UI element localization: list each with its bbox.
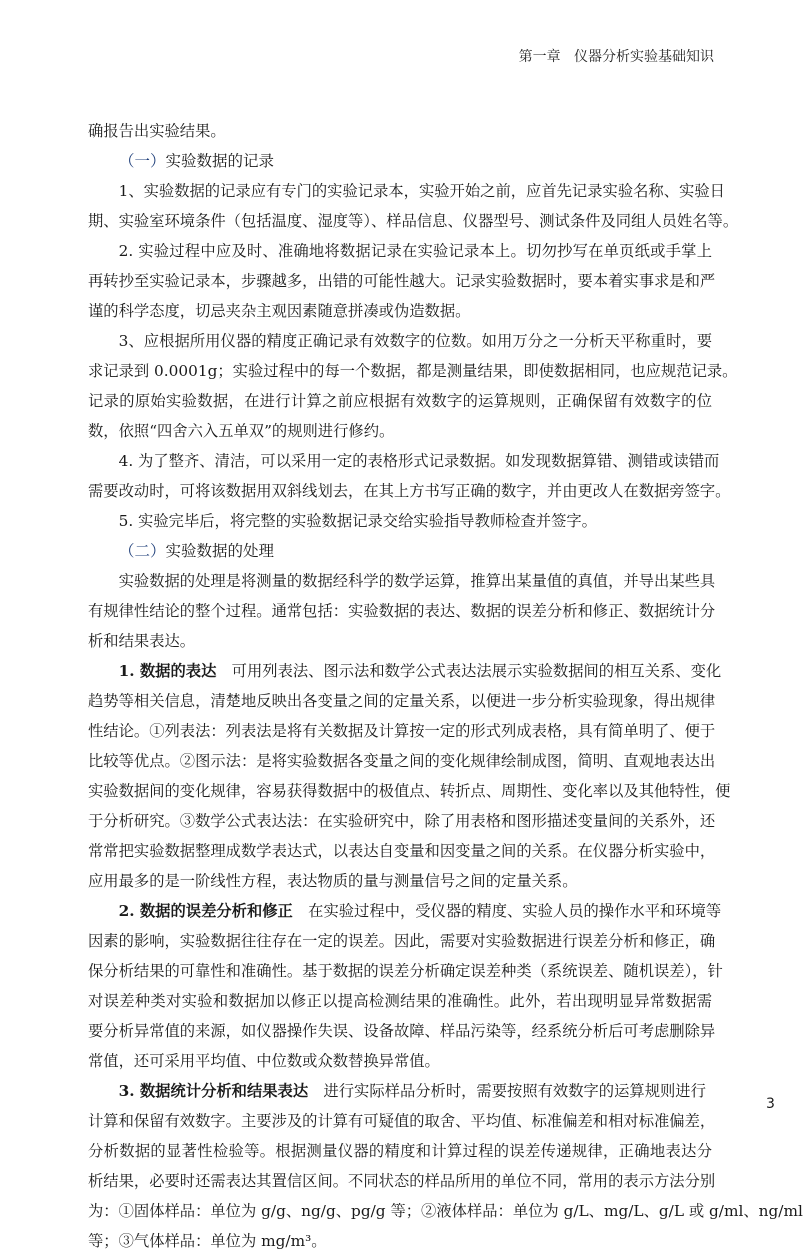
section-heading	[88, 536, 712, 566]
line-text: 对误差种类对实验和数据加以修正以提高检测结果的准确性。此外，若出现明显异常数据需	[88, 992, 712, 1010]
paragraph-lead: 1. 数据的表达	[118, 662, 217, 680]
section-heading	[88, 146, 712, 176]
paragraph	[88, 176, 739, 236]
section-title: 实验数据的记录	[165, 152, 275, 170]
page-number: 3	[766, 1096, 775, 1112]
text-line	[88, 1196, 803, 1226]
line-text: 期、实验室环境条件（包括温度、湿度等）、样品信息、仪器型号、测试条件及同组人员姓名等。	[88, 212, 739, 230]
text-line	[88, 896, 722, 926]
line-text: 再转抄至实验记录本，步骤越多，出错的可能性越大。记录实验数据时，要本着实事求是和严	[88, 272, 716, 290]
line-text: 比较等优点。②图示法：是将实验数据各变量之间的变化规律绘制成图，简明、直观地表达出	[88, 752, 716, 770]
text-line	[88, 326, 712, 356]
text-line	[88, 626, 712, 656]
paragraph	[88, 1076, 803, 1256]
line-text: 确报告出实验结果。	[88, 122, 226, 140]
text-line	[88, 776, 731, 806]
text-line	[88, 476, 731, 506]
paragraph	[88, 446, 731, 506]
line-text: 常值，还可采用平均值、中位数或众数替换异常值。	[88, 1052, 440, 1070]
text-line	[88, 1226, 712, 1256]
text-line	[88, 1136, 712, 1166]
text-line	[88, 986, 712, 1016]
line-text: 趋势等相关信息，清楚地反映出各变量之间的定量关系，以便进一步分析实验现象，得出规律	[88, 692, 716, 710]
text-line	[88, 1046, 712, 1076]
page-body	[88, 116, 803, 1256]
paragraph	[88, 236, 716, 326]
line-text: 有规律性结论的整个过程。通常包括：实验数据的表达、数据的误差分析和修正、数据统计分	[88, 602, 716, 620]
line-text: 性结论。①列表法：列表法是将有关数据及计算按一定的形式列成表格，具有简单明了、便于	[88, 722, 716, 740]
text-line	[88, 266, 716, 296]
line-text: 求记录到 0.0001g；实验过程中的每一个数据，都是测量结果，即使数据相同，也应规范记录。	[88, 362, 738, 380]
line-text: 常常把实验数据整理成数学表达式，以表达自变量和因变量之间的关系。在仪器分析实验中，	[88, 842, 716, 860]
line-text: 析和结果表达。	[88, 632, 196, 650]
paragraph-lead: 2. 数据的误差分析和修正	[118, 902, 293, 920]
line-text: 记录的原始实验数据，在进行计算之前应根据有效数字的运算规则，正确保留有效数字的位	[88, 392, 712, 410]
line-text: 析结果，必要时还需表达其置信区间。不同状态的样品所用的单位不同，常用的表示方法分别	[88, 1172, 716, 1190]
text-line	[88, 716, 716, 746]
line-text: 在实验过程中，受仪器的精度、实验人员的操作水平和环境等	[308, 902, 722, 920]
text-line	[88, 116, 712, 146]
text-line	[88, 956, 723, 986]
text-line	[88, 836, 716, 866]
line-text: 3、应根据所用仪器的精度正确记录有效数字的位数。如用万分之一分析天平称重时，要	[118, 332, 712, 350]
text-line	[88, 206, 739, 236]
line-text: 等；③气体样品：单位为 mg/m³。	[88, 1232, 327, 1250]
line-text: 保分析结果的可靠性和准确性。基于数据的误差分析确定误差种类（系统误差、随机误差），针	[88, 962, 723, 980]
text-line	[88, 1016, 716, 1046]
text-line	[88, 1106, 716, 1136]
line-text: 计算和保留有效数字。主要涉及的计算有可疑值的取舍、平均值、标准偏差和相对标准偏差，	[88, 1112, 716, 1130]
text-line	[88, 386, 712, 416]
text-line	[88, 596, 716, 626]
line-text: 于分析研究。③数学公式表达法：在实验研究中，除了用表格和图形描述变量间的关系外，还	[88, 812, 716, 830]
line-text: 数，依照“四舍六入五单双”的规则进行修约。	[88, 422, 395, 440]
line-text: 需要改动时，可将该数据用双斜线划去，在其上方书写正确的数字，并由更改人在数据旁签字。	[88, 482, 731, 500]
line-text: 实验数据的处理是将测量的数据经科学的数学运算，推算出某量值的真值，并导出某些具	[118, 572, 716, 590]
section-number: （一）	[119, 152, 166, 170]
line-text: 为：①固体样品：单位为 g/g、ng/g、pg/g 等；②液体样品：单位为 g/L、mg/L、g/L 或 g/ml、ng/ml	[88, 1202, 803, 1220]
line-text: 因素的影响，实验数据往往存在一定的误差。因此，需要对实验数据进行误差分析和修正，确	[88, 932, 716, 950]
paragraph	[88, 656, 731, 896]
text-line	[88, 236, 712, 266]
line-text: 可用列表法、图示法和数学公式表达法展示实验数据间的相互关系、变化	[231, 662, 722, 680]
text-line	[88, 176, 725, 206]
text-line	[88, 296, 712, 326]
paragraph	[88, 326, 738, 446]
text-line	[88, 1076, 712, 1106]
paragraph	[88, 896, 723, 1076]
text-line	[88, 506, 712, 536]
text-line	[88, 356, 738, 386]
line-text: 谨的科学态度，切忌夹杂主观因素随意拼凑或伪造数据。	[88, 302, 471, 320]
paragraph-lead: 3. 数据统计分析和结果表达	[118, 1082, 309, 1100]
text-line	[88, 416, 712, 446]
line-text: 应用最多的是一阶线性方程，表达物质的量与测量信号之间的定量关系。	[88, 872, 578, 890]
section-number: （二）	[119, 542, 166, 560]
line-text: 要分析异常值的来源，如仪器操作失误、设备故障、样品污染等，经系统分析后可考虑删除异	[88, 1022, 716, 1040]
text-line	[88, 656, 722, 686]
line-text: 实验数据间的变化规律，容易获得数据中的极值点、转折点、周期性、变化率以及其他特性，便	[88, 782, 731, 800]
text-line	[88, 746, 716, 776]
text-line	[88, 1166, 716, 1196]
paragraph	[88, 566, 716, 656]
running-header	[519, 46, 714, 66]
paragraph	[88, 506, 712, 536]
text-line	[88, 566, 716, 596]
text-line	[88, 446, 720, 476]
text-line	[88, 806, 716, 836]
paragraph	[88, 116, 712, 146]
text-line	[88, 926, 716, 956]
chapter-title: 仪器分析实验基础知识	[574, 49, 714, 65]
text-line	[88, 686, 716, 716]
line-text: 4. 为了整齐、清洁，可以采用一定的表格形式记录数据。如发现数据算错、测错或读错而	[118, 452, 720, 470]
line-text: 2. 实验过程中应及时、准确地将数据记录在实验记录本上。切勿抄写在单页纸或手掌上	[118, 242, 712, 260]
text-line	[88, 866, 712, 896]
line-text: 进行实际样品分析时，需要按照有效数字的运算规则进行	[323, 1082, 706, 1100]
section-title: 实验数据的处理	[165, 542, 275, 560]
line-text: 1、实验数据的记录应有专门的实验记录本，实验开始之前，应首先记录实验名称、实验日	[118, 182, 725, 200]
line-text: 5. 实验完毕后，将完整的实验数据记录交给实验指导教师检查并签字。	[118, 512, 597, 530]
line-text: 分析数据的显著性检验等。根据测量仪器的精度和计算过程的误差传递规律，正确地表达分	[88, 1142, 712, 1160]
chapter-label: 第一章	[518, 49, 561, 65]
